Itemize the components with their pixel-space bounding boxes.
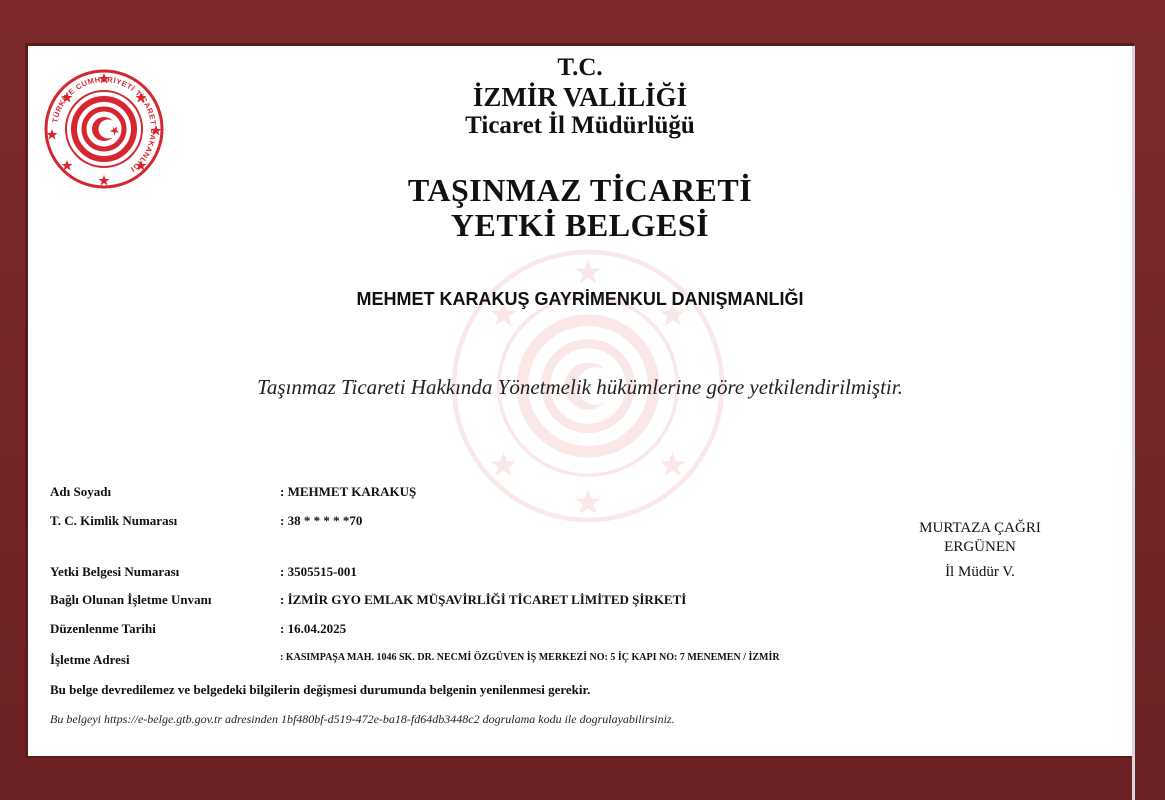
field-value-license-number: : 3505515-001 [280, 564, 357, 579]
field-value-name: : MEHMET KARAKUŞ [280, 484, 417, 499]
field-label-name: Adı Soyadı [50, 484, 112, 499]
header-governorship: İZMİR VALİLİĞİ [472, 82, 688, 112]
signer-block [905, 519, 1055, 582]
window-edge [1132, 46, 1135, 800]
transfer-notice: Bu belge devredilemez ve belgedeki bilgilerin değişmesi durumunda belgenin yenilenmesi gerekir. [50, 682, 591, 697]
field-value-id-number: : 38 * * * * *70 [280, 513, 363, 528]
field-label-id-number: T. C. Kimlik Numarası [50, 513, 178, 528]
ministry-seal-logo [44, 69, 164, 189]
field-label-license-number: Yetki Belgesi Numarası [50, 564, 180, 579]
company-name: MEHMET KARAKUŞ GAYRİMENKUL DANIŞMANLIĞI [356, 289, 804, 309]
verification-note: Bu belgeyi https://e-belge.gtb.gov.tr adresinden 1bf480bf-d519-472e-ba18-fd64db3448c2 dogrulama kodu ile dogrulayabilirsiniz. [50, 712, 675, 726]
field-label-business-title: Bağlı Olunan İşletme Unvanı [50, 592, 212, 607]
svg-text:TÜRKİYE CUMHURİYETİ TİCARET BA: TÜRKİYE CUMHURİYETİ TİCARET BAKANLIĞI [50, 74, 159, 175]
field-value-issue-date: : 16.04.2025 [280, 621, 347, 636]
document-title-line2: YETKİ BELGESİ [450, 207, 710, 243]
signer-title: İl Müdür V. [945, 564, 1015, 580]
signer-name-line1: MURTAZA ÇAĞRI [919, 520, 1041, 536]
field-label-issue-date: Düzenlenme Tarihi [50, 621, 156, 636]
field-value-business-title: : İZMİR GYO EMLAK MÜŞAVİRLİĞİ TİCARET LİMİTED ŞİRKETİ [280, 592, 687, 607]
document-title-line1: TAŞINMAZ TİCARETİ [407, 172, 753, 208]
signer-name-line2: ERGÜNEN [944, 539, 1016, 555]
header-directorate: Ticaret İl Müdürlüğü [465, 112, 695, 139]
header-tc: T.C. [557, 54, 603, 81]
authorization-statement: Taşınmaz Ticareti Hakkında Yönetmelik hükümlerine göre yetkilendirilmiştir. [257, 375, 903, 399]
field-label-business-address: İşletme Adresi [50, 652, 130, 667]
field-value-business-address: : KASIMPAŞA MAH. 1046 SK. DR. NECMİ ÖZGÜVEN İŞ MERKEZİ NO: 5 İÇ KAPI NO: 7 MENEMEN / İZMİR [280, 652, 780, 663]
